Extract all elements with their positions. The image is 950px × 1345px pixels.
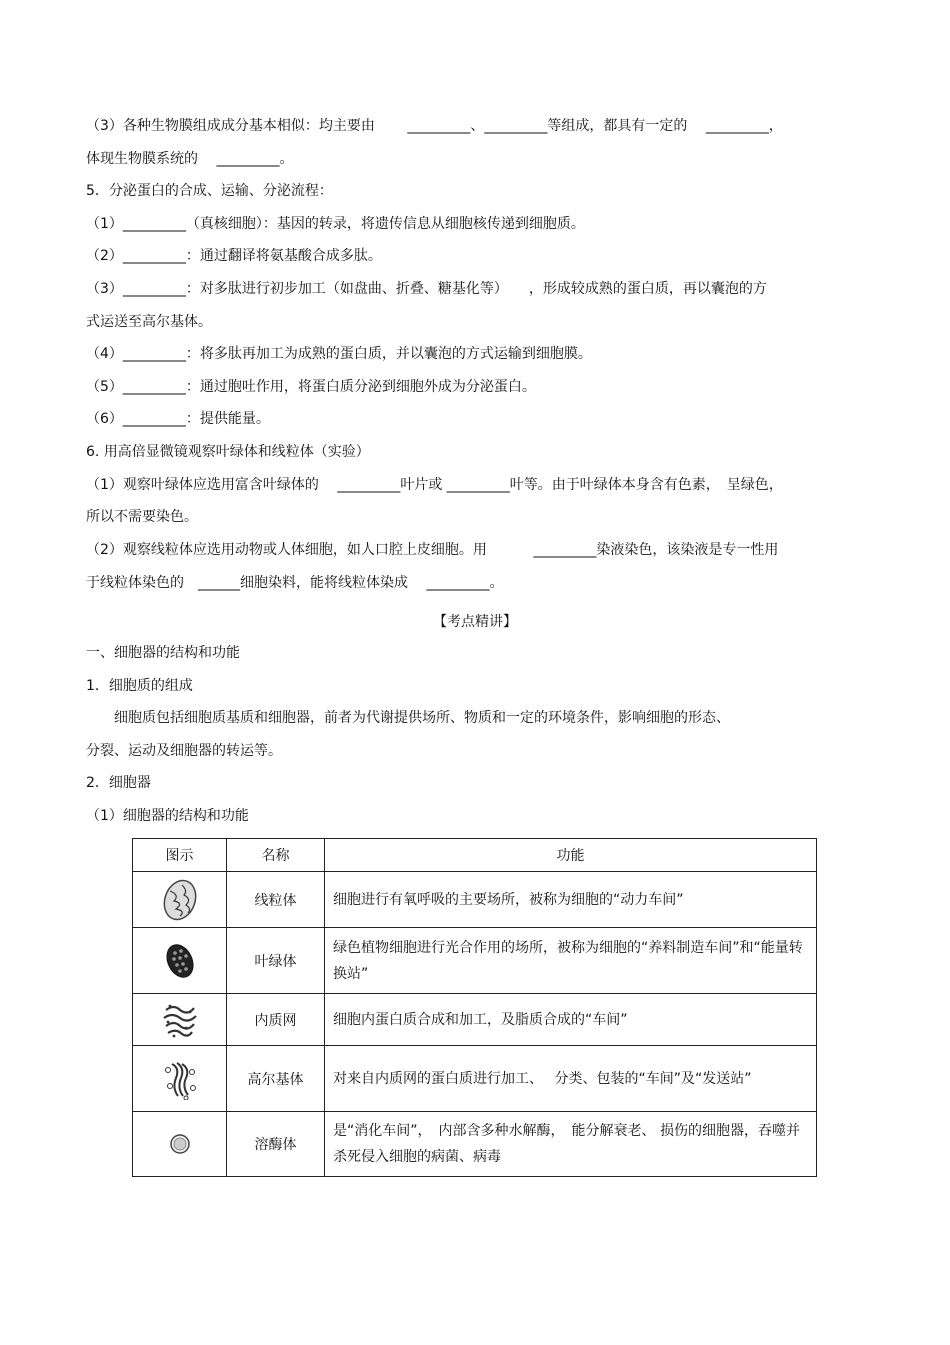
text-line: 一、细胞器的结构和功能 xyxy=(86,645,240,661)
table-header: 名称 xyxy=(227,839,325,872)
organelle-name: 叶绿体 xyxy=(227,928,325,994)
table-row xyxy=(133,872,817,928)
image-cell xyxy=(133,1046,227,1112)
text-line: 1．细胞质的组成 xyxy=(86,678,193,694)
lysosome-icon xyxy=(168,1132,192,1156)
table-row xyxy=(133,1046,817,1112)
table-header: 功能 xyxy=(325,839,817,872)
table-row xyxy=(133,928,817,994)
text-line: （3）_________：对多肽进行初步加工（如盘曲、折叠、糖基化等） ，形成较成熟的蛋白质，再以囊泡的方 xyxy=(86,281,767,297)
endoplasmic-reticulum-icon xyxy=(160,1000,200,1040)
text-line: （4）_________：将多肽再加工为成熟的蛋白质，并以囊泡的方式运输到细胞膜。 xyxy=(86,346,592,362)
image-cell xyxy=(133,1112,227,1177)
organelle-name: 线粒体 xyxy=(227,872,325,928)
text-line: （2）观察线粒体应选用动物或人体细胞，如人口腔上皮细胞。用 _________染液染色，该染液是专一性用 xyxy=(86,542,779,558)
text-line: （1）细胞器的结构和功能 xyxy=(86,808,249,824)
organelle-name: 高尔基体 xyxy=(227,1046,325,1112)
organelle-table xyxy=(132,838,817,1177)
text-line: 体现生物膜系统的 _________。 xyxy=(86,151,294,167)
image-cell xyxy=(133,994,227,1046)
table-row xyxy=(133,1112,817,1177)
text-line: （3）各种生物膜组成成分基本相似：均主要由 _________、_________等组成，都具有一定的 _________， xyxy=(86,118,783,134)
organelle-function: 是“消化车间”， 内部含多种水解酶， 能分解衰老、 损伤的细胞器，吞噬并杀死侵入细胞的病菌、病毒 xyxy=(325,1112,817,1177)
text-line: （1）_________（真核细胞）：基因的转录，将遗传信息从细胞核传递到细胞质。 xyxy=(86,216,585,232)
text-line: （5）_________：通过胞吐作用，将蛋白质分泌到细胞外成为分泌蛋白。 xyxy=(86,379,536,395)
text-line: （6）_________：提供能量。 xyxy=(86,411,270,427)
text-line: 细胞质包括细胞质基质和细胞器，前者为代谢提供场所、物质和一定的环境条件，影响细胞的形态、 xyxy=(86,710,730,726)
organelle-function: 绿色植物细胞进行光合作用的场所，被称为细胞的“养料制造车间”和“能量转换站” xyxy=(325,928,817,994)
text-line: （2）_________：通过翻译将氨基酸合成多肽。 xyxy=(86,248,382,264)
table-header: 图示 xyxy=(133,839,227,872)
organelle-function: 细胞进行有氧呼吸的主要场所，被称为细胞的“动力车间” xyxy=(325,872,817,928)
text-line: 式运送至高尔基体。 xyxy=(86,314,212,330)
section-heading: 【考点精讲】 xyxy=(433,614,517,630)
organelle-function: 细胞内蛋白质合成和加工，及脂质合成的“车间” xyxy=(325,994,817,1046)
organelle-name: 溶酶体 xyxy=(227,1112,325,1177)
text-line: 5．分泌蛋白的合成、运输、分泌流程： xyxy=(86,183,333,199)
text-line: 6. 用高倍显微镜观察叶绿体和线粒体（实验） xyxy=(86,444,370,460)
organelle-name: 内质网 xyxy=(227,994,325,1046)
text-line: 2．细胞器 xyxy=(86,775,151,791)
text-line: （1）观察叶绿体应选用富含叶绿体的 _________叶片或 _________叶等。由于叶绿体本身含有色素， 呈绿色， xyxy=(86,477,783,493)
image-cell xyxy=(133,928,227,994)
text-line: 于线粒体染色的 ______细胞染料，能将线粒体染成 _________。 xyxy=(86,575,504,591)
table-row xyxy=(133,994,817,1046)
mitochondrion-icon xyxy=(160,877,200,923)
organelle-function: 对来自内质网的蛋白质进行加工、 分类、包装的“车间”及“发送站” xyxy=(325,1046,817,1112)
chloroplast-icon xyxy=(163,941,197,981)
text-line: 所以不需要染色。 xyxy=(86,509,198,525)
golgi-apparatus-icon xyxy=(162,1058,198,1100)
image-cell xyxy=(133,872,227,928)
table-header-row xyxy=(133,839,817,872)
text-line: 分裂、运动及细胞器的转运等。 xyxy=(86,743,282,759)
